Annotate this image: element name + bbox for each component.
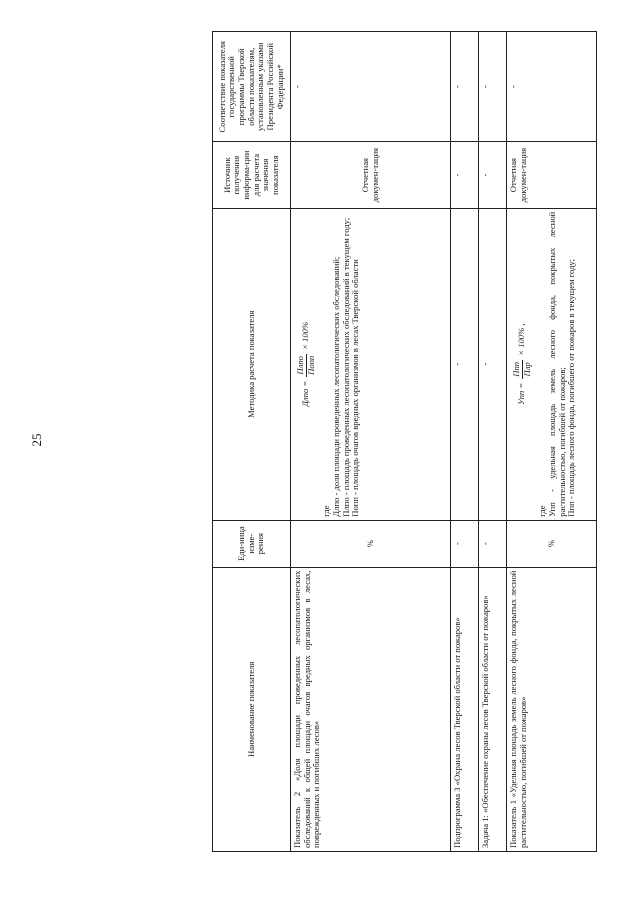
method-desc: Плпо - площадь проведенных лесопатологических обследований в текущем году;	[340, 217, 351, 517]
header-name: Наименование показателя	[213, 567, 291, 851]
table-row	[451, 32, 479, 852]
header-compliance: Соответствие показателя государственной программы Тверской области показателям, установленным указами Президента Российской Федерации*	[213, 32, 291, 142]
row-source: -	[451, 142, 479, 208]
formula	[512, 212, 532, 517]
formula-fraction	[296, 354, 316, 377]
formula	[296, 212, 316, 517]
formula-numerator: Плпо	[295, 356, 305, 375]
indicator-table	[212, 31, 597, 852]
row-name: Показатель 2 «Доля площади проведенных лесопатологических обследований к общей площади очагов вредных организмов в лесах, поврежденных и погибших лесов»	[291, 567, 451, 851]
row-unit: %	[291, 520, 451, 567]
table-row	[291, 32, 451, 852]
row-method	[291, 208, 451, 520]
formula-lhs: Упп =	[516, 382, 527, 405]
row-source: Отчетная докумен-тация	[507, 142, 597, 208]
header-method: Методика расчета показателя	[213, 208, 291, 520]
row-name: Задача 1: «Обеспечение охраны лесов Тверской области от пожаров»	[479, 567, 507, 851]
formula-tail: × 100%	[300, 321, 311, 350]
row-unit: %	[507, 520, 597, 567]
row-name: Показатель 1 «Удельная площадь земель лесного фонда, покрытых лесной растительностью, погибшей от пожаров»	[507, 567, 597, 851]
method-desc: Длпо - доля площади проведенных лесопатологических обследований;	[330, 256, 341, 517]
row-source: Отчетная докумен-тация	[291, 142, 451, 208]
row-unit: -	[451, 520, 479, 567]
row-compliance: -	[507, 32, 597, 142]
row-compliance: -	[291, 32, 451, 142]
row-method	[507, 208, 597, 520]
row-method: -	[479, 208, 507, 520]
header-unit: Еди-ница изме-рения	[213, 520, 291, 567]
header-row	[213, 32, 291, 852]
method-desc: Попп - площадь очагов вредных организмов в лесах Тверской области	[350, 259, 361, 517]
row-compliance: -	[479, 32, 507, 142]
row-name: Подпрограмма 3 «Охрана лесов Тверской области от пожаров»	[451, 567, 479, 851]
header-source: Источник получения информа-ции для расчета значения показателя	[213, 142, 291, 208]
formula-tail: × 100% ,	[516, 323, 527, 356]
where-label: где	[321, 505, 332, 517]
formula-fraction	[512, 360, 532, 379]
row-method: -	[451, 208, 479, 520]
row-unit: -	[479, 520, 507, 567]
table-row	[479, 32, 507, 852]
formula-denominator: Попп	[305, 355, 316, 375]
formula-numerator: Ппп	[511, 361, 521, 377]
formula-denominator: Плр	[521, 362, 532, 377]
method-desc: Ппп - площадь лесного фонда, погибшего от пожаров в текущем году;	[566, 259, 577, 517]
method-desc: Упп - удельная площадь земель лесного фонда, покрытых лесной растительностью, погибшей от пожаров;	[546, 211, 567, 517]
table-row	[507, 32, 597, 852]
page-number: 25	[29, 433, 44, 447]
where-label: где	[537, 505, 548, 517]
formula-lhs: Длпо =	[300, 380, 311, 407]
row-compliance: -	[451, 32, 479, 142]
indicator-table-sheet	[212, 31, 598, 852]
row-source: -	[479, 142, 507, 208]
